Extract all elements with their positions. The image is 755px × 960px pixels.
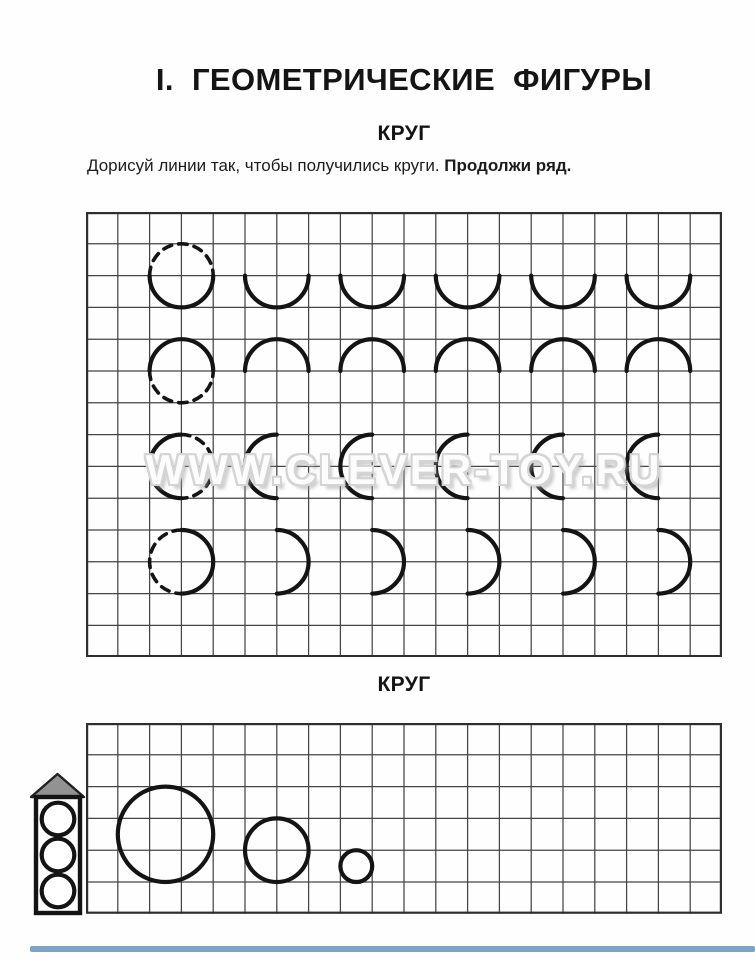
large-circle — [118, 787, 213, 882]
traffic-light-icon — [27, 770, 89, 920]
circle-sizes-grid — [86, 723, 722, 914]
page-edge-bar — [30, 946, 755, 952]
instruction-bold-part: Продолжи ряд. — [444, 156, 572, 175]
watermark-text: WWW.CLEVER-TOY.RU — [145, 446, 663, 493]
traffic-light-roof-triangle — [31, 774, 84, 797]
page-title: I. ГЕОМЕТРИЧЕСКИЕ ФИГУРЫ — [155, 62, 653, 97]
small-circle — [340, 850, 372, 882]
section2-heading: КРУГ — [377, 673, 431, 696]
circle-practice-grid — [86, 212, 722, 657]
instruction-normal-part: Дорисуй линии так, чтобы получились круги. — [87, 156, 445, 175]
grid-lines — [86, 723, 722, 914]
section1-heading: КРУГ — [377, 122, 431, 145]
instruction-text — [87, 156, 571, 176]
